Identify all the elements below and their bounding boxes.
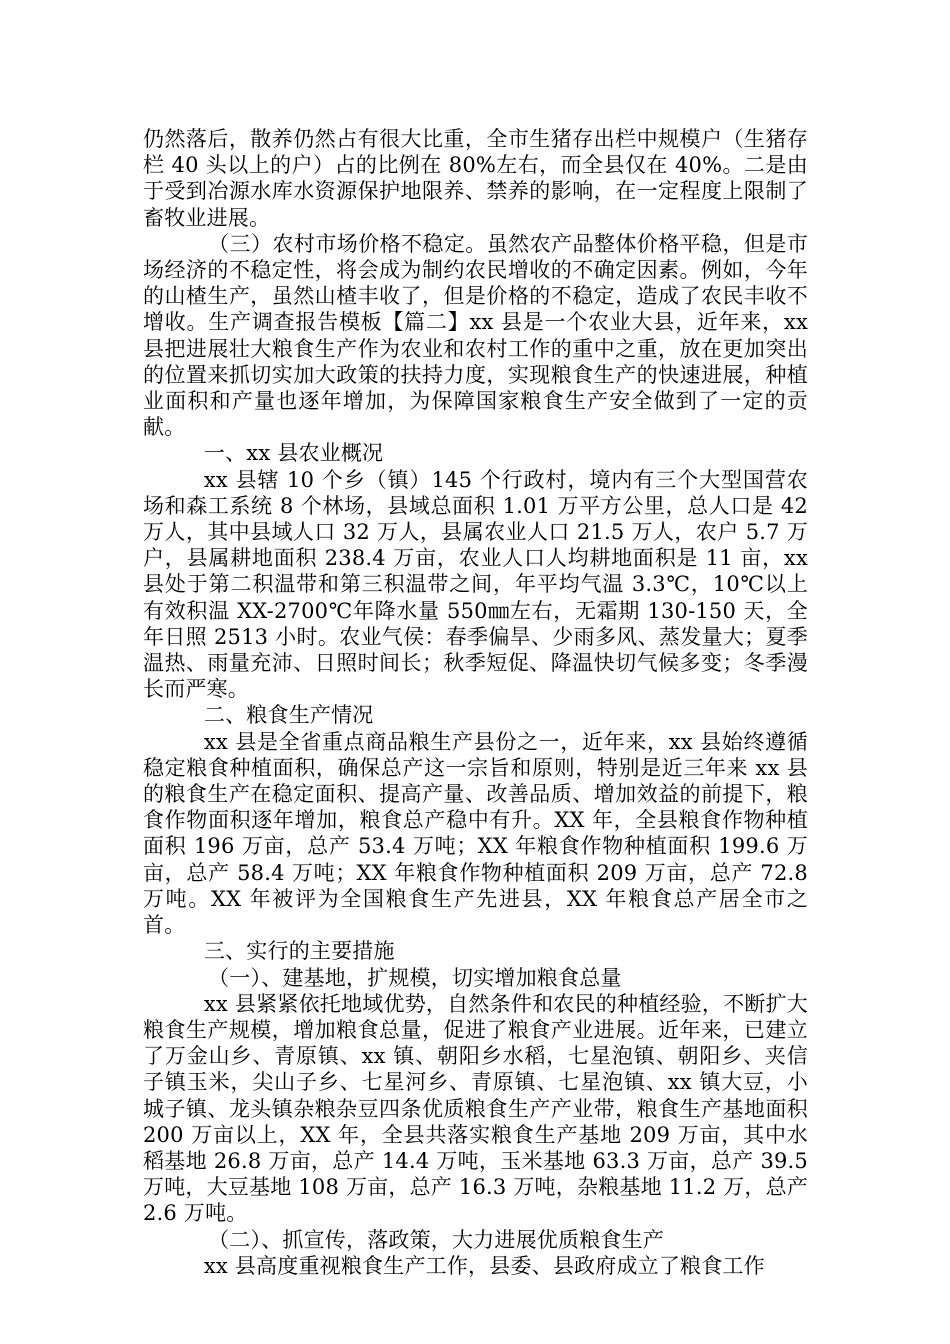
section-heading-measures: 三、实行的主要措施 — [203, 939, 395, 964]
section-heading-grain-production: 二、粮食生产情况 — [203, 703, 374, 728]
paragraph-overview: xx 县辖 10 个乡（镇）145 个行政村，境内有三个大型国营农场和森工系统 8 个林场，县域总面积 1.01 万平方公里，总人口是 42 万人，其中县域人口 32 万人，县属农业人口 21.5 万人，农户 5.7 万户，县属耕地面积 238.4 万亩，农业人口人均耕地面积是 11 亩，xx 县处于第二积温带和第三积温带之间，年平均气温 3.3℃，10℃以上有效积温 XX-2700℃年降水量 550㎜左右，无霜期 130-150 天，全年日照 2513 小时。农业气侯：春季偏旱、少雨多风、蒸发量大；夏季温热、雨量充沛、日照时间长；秋季短促、降温快切气候多变；冬季漫长而严寒。 — [143, 467, 808, 702]
paragraph-livestock-continuation: 仍然落后，散养仍然占有很大比重，全市生猪存出栏中规模户（生猪存栏 40 头以上的户）占的比例在 80%左右，而全县仅在 40%。二是由于受到冶源水库水资源保护地限养、禁养的影响，在一定程度上限制了畜牧业进展。 — [143, 127, 808, 230]
paragraph-grain-production: xx 县是全省重点商品粮生产县份之一，近年来，xx 县始终遵循稳定粮食种植面积，确保总产这一宗旨和原则，特别是近三年来 xx 县的粮食生产在稳定面积、提高产量、改善品质、增加效益的前提下，粮食作物面积逐年增加，粮食总产稳中有升。XX 年，全县粮食作物种植面积 196 万亩，总产 53.4 万吨；XX 年粮食作物种植面积 199.6 万亩，总产 58.4 万吨；XX 年粮食作物种植面积 209 万亩，总产 72.8 万吨。XX 年被评为全国粮食生产先进县，XX 年粮食总产居全市之首。 — [143, 729, 808, 938]
subheading-publicity-policy: （二）、抓宣传，落政策，大力进展优质粮食生产 — [208, 1227, 664, 1252]
paragraph-market-price: （三）农村市场价格不稳定。虽然农产品整体价格平稳，但是市场经济的不稳定性，将会成为制约农民增收的不确定因素。例如，今年的山楂生产，虽然山楂丰收了，但是价格的不稳定，造成了农民丰收不增收。生产调查报告模板【篇二】xx 县是一个农业大县，近年来，xx 县把进展壮大粮食生产作为农业和农村工作的重中之重，放在更加突出的位置来抓切实加大政策的扶持力度，实现粮食生产的快速进展，种植业面积和产量也逐年增加，为保障国家粮食生产安全做到了一定的贡献。 — [143, 231, 808, 440]
section-heading-overview: 一、xx 县农业概况 — [203, 441, 384, 466]
document-body — [143, 126, 808, 1279]
subheading-build-bases: （一）、建基地，扩规模，切实增加粮食总量 — [208, 965, 622, 990]
paragraph-build-bases: xx 县紧紧依托地域优势，自然条件和农民的种植经验，不断扩大粮食生产规模，增加粮食总量，促进了粮食产业进展。近年来，已建立了万金山乡、青原镇、xx 镇、朝阳乡水稻，七星泡镇、朝阳乡、夹信子镇玉米，尖山子乡、七星河乡、青原镇、七星泡镇、xx 镇大豆，小城子镇、龙头镇杂粮杂豆四条优质粮食生产产业带，粮食生产基地面积 200 万亩以上，XX 年，全县共落实粮食生产基地 209 万亩，其中水稻基地 26.8 万亩，总产 14.4 万吨，玉米基地 63.3 万亩，总产 39.5 万吨，大豆基地 108 万亩，总产 16.3 万吨，杂粮基地 11.2 万，总产 2.6 万吨。 — [143, 991, 808, 1226]
paragraph-publicity-policy: xx 县高度重视粮食生产工作，县委、县政府成立了粮食工作 — [203, 1253, 765, 1278]
